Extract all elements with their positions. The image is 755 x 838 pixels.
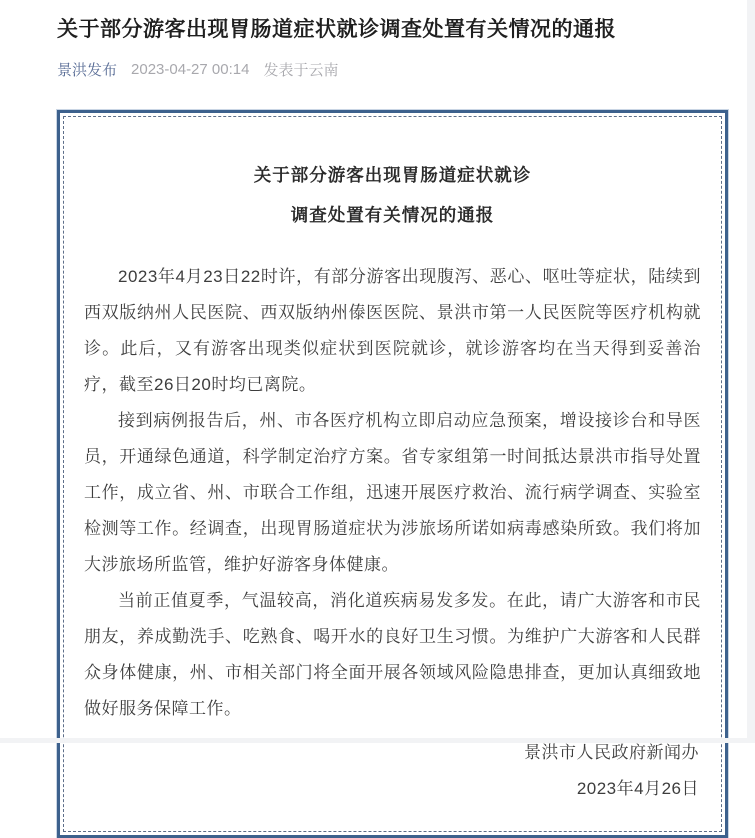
signature-date: 2023年4月26日 bbox=[576, 779, 699, 799]
byline bbox=[57, 59, 728, 80]
notice-paragraph-1: 2023年4月23日22时许，有部分游客出现腹泻、恶心、呕吐等症状，陆续到西双版纳州人民医院、西双版纳州傣医医院、景洪市第一人民医院等医疗机构就诊。此后，又有游客出现类似症状到医院就诊，就诊游客均在当天得到妥善治疗，截至26日20时均已离院。 bbox=[84, 267, 701, 395]
notice-title bbox=[84, 155, 701, 235]
publish-time: 2023-04-27 00:14 bbox=[131, 61, 250, 79]
notice-box bbox=[57, 110, 728, 838]
page-bottom-gutter bbox=[0, 738, 755, 743]
article-title: 关于部分游客出现胃肠道症状就诊调查处置有关情况的通报 bbox=[57, 18, 616, 41]
signature-block bbox=[84, 735, 701, 807]
account-name-link[interactable]: 景洪发布 bbox=[57, 62, 118, 80]
notice-title-line-2: 调查处置有关情况的通报 bbox=[290, 205, 495, 226]
notice-body bbox=[84, 259, 701, 727]
notice-box-inner bbox=[63, 116, 722, 832]
page-right-gutter bbox=[747, 0, 755, 743]
notice-paragraph-3: 当前正值夏季，气温较高，消化道疾病易发多发。在此，请广大游客和市民朋友，养成勤洗手、吃熟食、喝开水的良好卫生习惯。为维护广大游客和人民群众身体健康，州、市相关部门将全面开展各领域风险隐患排查，更加认真细致地做好服务保障工作。 bbox=[84, 591, 701, 719]
notice-title-line-1: 关于部分游客出现胃肠道症状就诊 bbox=[253, 165, 532, 186]
signature-org: 景洪市人民政府新闻办 bbox=[524, 743, 699, 763]
notice-paragraph-2: 接到病例报告后，州、市各医疗机构立即启动应急预案，增设接诊台和导医员，开通绿色通道，科学制定治疗方案。省专家组第一时间抵达景洪市指导处置工作，成立省、州、市联合工作组，迅速开展医疗救治、流行病学调查、实验室检测等工作。经调查，出现胃肠道症状为涉旅场所诺如病毒感染所致。我们将加大涉旅场所监管，维护好游客身体健康。 bbox=[84, 411, 701, 575]
publish-location: 发表于云南 bbox=[263, 62, 339, 80]
